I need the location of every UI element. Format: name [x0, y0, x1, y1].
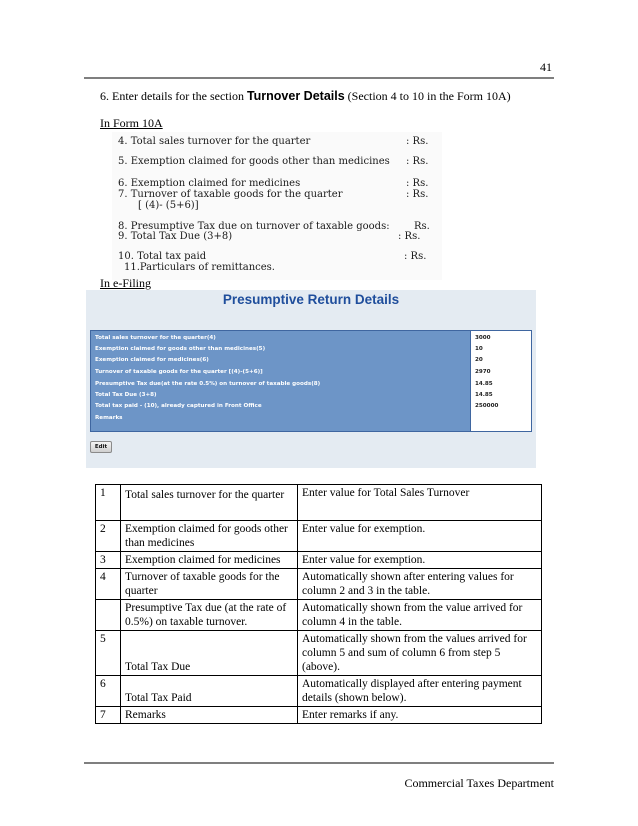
row-description: Enter remarks if any.	[298, 707, 542, 724]
efiling-row-label: Total tax paid - (10), already captured in Front Office	[95, 403, 262, 409]
row-number: 2	[96, 521, 121, 552]
table-row	[96, 521, 542, 552]
page-number: 41	[540, 60, 552, 74]
form10a-line: 5. Exemption claimed for goods other than medicines : Rs.	[118, 156, 429, 167]
row-description: Automatically shown after entering values for column 2 and 3 in the table.	[298, 569, 542, 600]
table-row	[96, 485, 542, 521]
row-field: Total Tax Due	[121, 631, 298, 676]
form10a-line: 6. Exemption claimed for medicines : Rs.	[118, 178, 429, 189]
row-number: 3	[96, 552, 121, 569]
form10a-line: 4. Total sales turnover for the quarter : Rs.	[118, 136, 429, 147]
efiling-row-value: 2970	[475, 369, 491, 375]
efiling-labels-panel	[90, 330, 472, 432]
efiling-row-value: 3000	[475, 335, 491, 341]
form10a-line: 10. Total tax paid : Rs.	[118, 251, 427, 262]
efiling-values-panel	[470, 330, 532, 432]
form10a-line: 7. Turnover of taxable goods for the quarter : Rs.	[118, 189, 429, 200]
table-row	[96, 631, 542, 676]
row-description: Automatically shown from the value arrived for column 4 in the table.	[298, 600, 542, 631]
row-field: Exemption claimed for medicines	[121, 552, 298, 569]
row-description: Enter value for Total Sales Turnover	[298, 485, 542, 521]
table-row	[96, 600, 542, 631]
efiling-row-value: 250000	[475, 403, 499, 409]
table-row	[96, 569, 542, 600]
efiling-row-label: Remarks	[95, 415, 123, 421]
header-rule	[84, 77, 554, 79]
row-number: 6	[96, 676, 121, 707]
form10a-line: 8. Presumptive Tax due on turnover of taxable goods: Rs.	[118, 221, 430, 232]
form10a-label: In Form 10A	[100, 116, 163, 130]
efiling-panel	[86, 290, 536, 468]
heading-suffix: (Section 4 to 10 in the Form 10A)	[344, 89, 511, 103]
row-field: Total Tax Paid	[121, 676, 298, 707]
row-description: Automatically shown from the values arrived for column 5 and sum of column 6 from step 5 (above).	[298, 631, 542, 676]
table-row	[96, 552, 542, 569]
section-heading	[100, 89, 511, 104]
table-row	[96, 676, 542, 707]
details-table	[95, 484, 542, 724]
form10a-scan	[112, 132, 442, 280]
efiling-row-label: Exemption claimed for medicines(6)	[95, 357, 209, 363]
row-number: 5	[96, 631, 121, 676]
efiling-row-label: Total Tax Due (3+8)	[95, 392, 157, 398]
efiling-row-label: Total sales turnover for the quarter(4)	[95, 335, 216, 341]
row-field: Total sales turnover for the quarter	[121, 485, 298, 521]
row-number: 1	[96, 485, 121, 521]
row-description: Automatically displayed after entering payment details (shown below).	[298, 676, 542, 707]
table-row	[96, 707, 542, 724]
row-description: Enter value for exemption.	[298, 552, 542, 569]
row-field: Exemption claimed for goods other than medicines	[121, 521, 298, 552]
row-number	[96, 600, 121, 631]
heading-prefix: 6. Enter details for the section	[100, 89, 247, 103]
efiling-row-label: Presumptive Tax due(at the rate 0.5%) on turnover of taxable goods(8)	[95, 381, 321, 387]
efiling-row-value: 10	[475, 346, 483, 352]
row-description: Enter value for exemption.	[298, 521, 542, 552]
row-number: 7	[96, 707, 121, 724]
form10a-line: [ (4)- (5+6)]	[138, 200, 199, 211]
efiling-title: Presumptive Return Details	[222, 292, 400, 307]
form10a-line: 9. Total Tax Due (3+8) : Rs.	[118, 231, 421, 242]
row-number: 4	[96, 569, 121, 600]
efiling-label: In e-Filing	[100, 276, 151, 290]
row-field: Turnover of taxable goods for the quarter	[121, 569, 298, 600]
row-field: Presumptive Tax due (at the rate of 0.5%) on taxable turnover.	[121, 600, 298, 631]
edit-button[interactable]: Edit	[90, 441, 112, 453]
footer-rule	[84, 762, 554, 764]
efiling-row-value: 20	[475, 357, 483, 363]
efiling-row-label: Exemption claimed for goods other than medicines(5)	[95, 346, 266, 352]
footer-text: Commercial Taxes Department	[404, 776, 554, 790]
row-field: Remarks	[121, 707, 298, 724]
heading-bold: Turnover Details	[246, 89, 345, 103]
efiling-row-value: 14.85	[475, 381, 493, 387]
efiling-row-value: 14.85	[475, 392, 493, 398]
efiling-row-label: Turnover of taxable goods for the quarter [(4)-(5+6)]	[95, 369, 263, 375]
form10a-line: 11.Particulars of remittances.	[124, 262, 275, 273]
